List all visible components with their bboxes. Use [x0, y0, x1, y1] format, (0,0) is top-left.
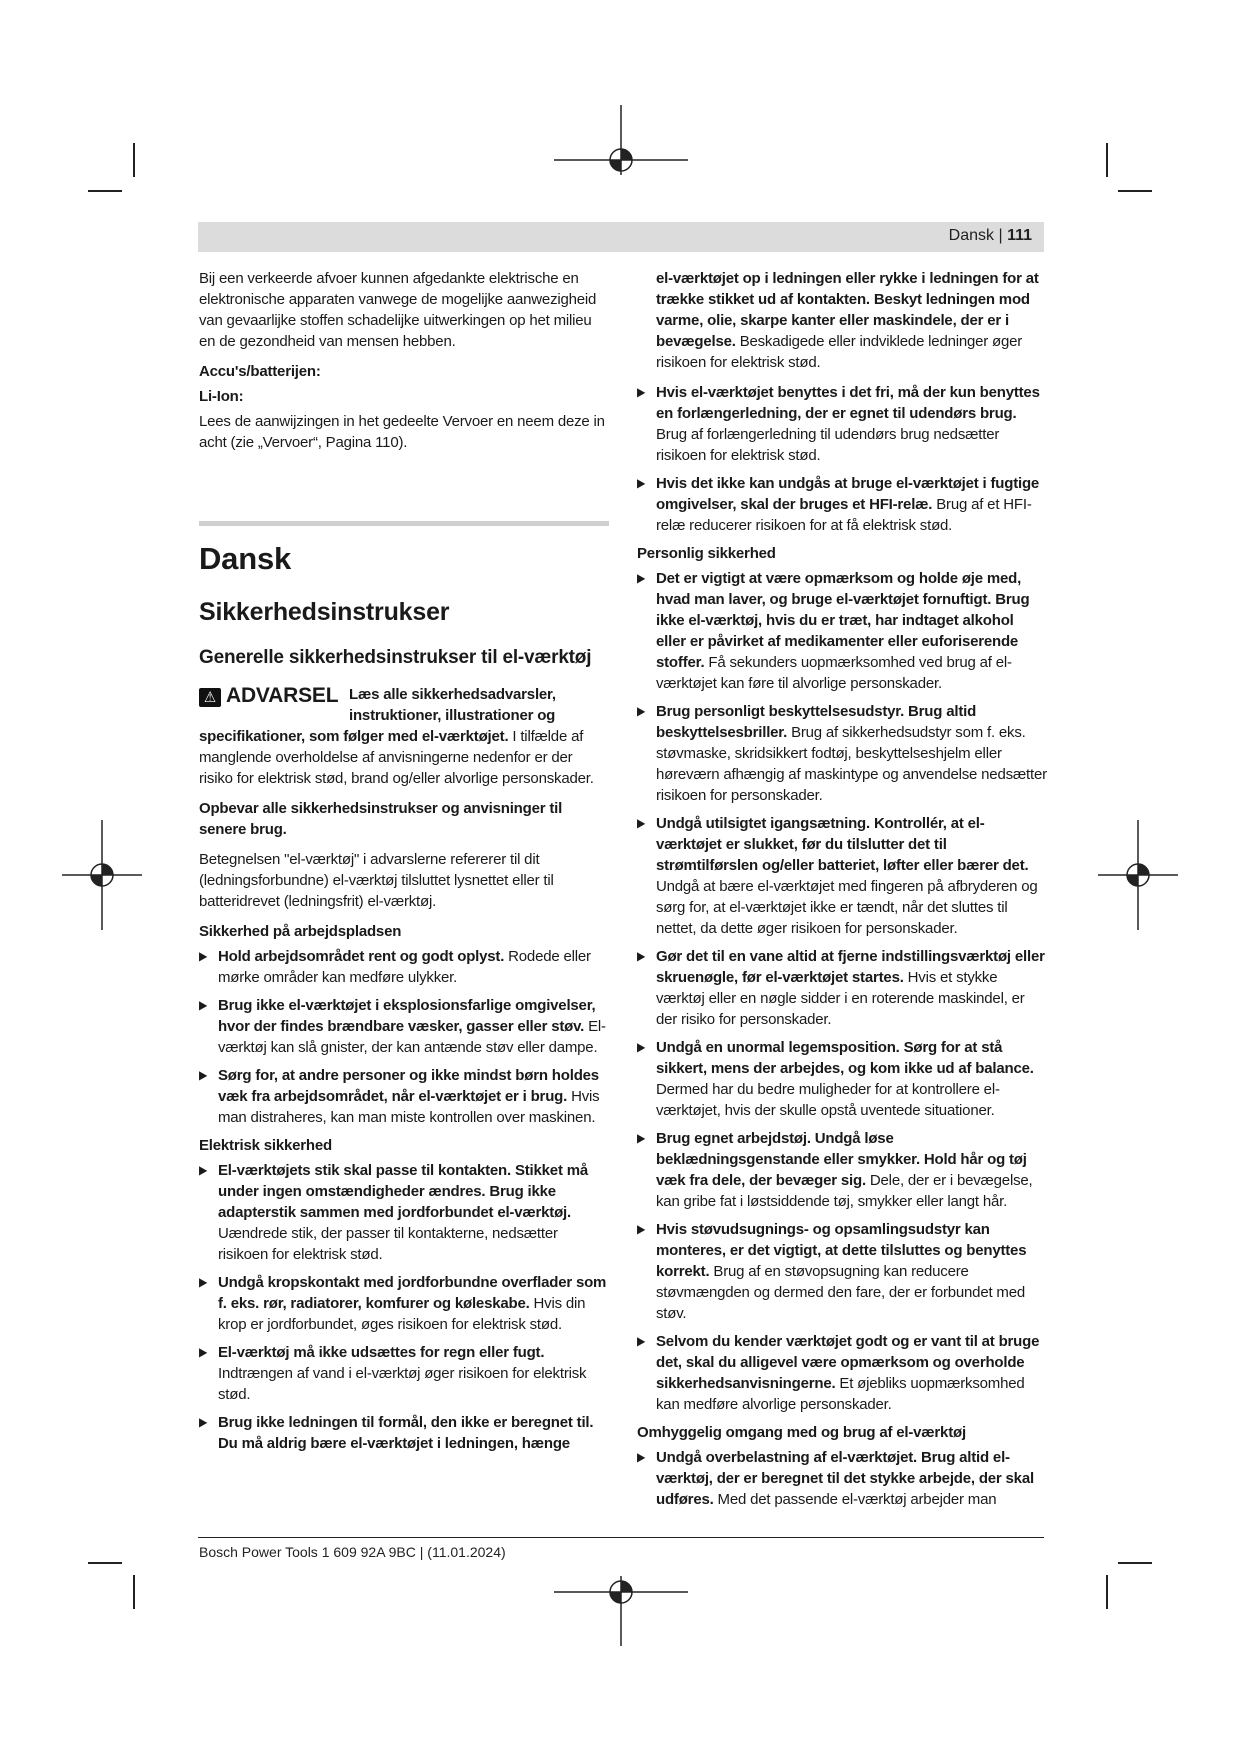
personal-safety-list	[637, 568, 1047, 1415]
list-item: ▶ Hold arbejdsområdet rent og godt oplyst. Rodede eller mørke områder kan medføre ulykker.	[199, 948, 591, 986]
bullet-arrow-icon: ▶	[199, 998, 208, 1012]
bullet-arrow-icon: ▶	[637, 949, 646, 963]
bullet-arrow-icon: ▶	[637, 1131, 646, 1145]
section-divider	[199, 521, 609, 526]
crop-mark	[1118, 1562, 1152, 1564]
bullet-arrow-icon: ▶	[199, 1068, 208, 1082]
list-item: ▶ Brug egnet arbejdstøj. Undgå løse beklædningsgenstande eller smykker. Hold hår og tøj væk fra dele, der bevæger sig. Dele, der er i bevægelse, kan gribe fat i løstsiddende tøj, smykker eller langt hår.	[637, 1130, 1033, 1210]
list-item: ▶ Undgå utilsigtet igangsætning. Kontrollér, at el-værktøjet er slukket, før du tilslutter det til strømtilførslen og/eller batteriet, løfter eller bærer det. Undgå at bære el-værktøjet med fingeren på afbryderen og sørg for, at el-værktøjet ikke er tændt, når det sluttes til nettet, da dette øger risikoen for personskader.	[637, 815, 1038, 937]
section-title: Sikkerhedsinstrukser	[199, 598, 450, 626]
header-language: Dansk	[948, 227, 995, 244]
subsection-title: Generelle sikkerhedsinstrukser til el-værktøj	[199, 647, 592, 668]
bullet-arrow-icon: ▶	[199, 949, 208, 963]
list-item: ▶ Brug ikke el-værktøjet i eksplosionsfarlige omgivelser, hvor der findes brændbare væsker, gasser eller støv. El-værktøj kan slå gnister, der kan antænde støv eller dampe.	[199, 997, 606, 1056]
list-item: ▶ Hvis el-værktøjet benyttes i det fri, må der kun benyttes en forlængerledning, der er egnet til udendørs brug. Brug af forlængerledning til udendørs brug nedsætter risikoen for elektrisk stød.	[637, 384, 1040, 464]
liion-heading: Li-Ion:	[199, 388, 244, 405]
warning-text: I tilfælde af manglende overholdelse af anvisningerne nedenfor er der risiko for elektrisk stød, brand og/eller alvorlige personskader.	[199, 728, 594, 787]
list-item: ▶ Undgå en unormal legemsposition. Sørg for at stå sikkert, mens der arbejdes, og kom ikke ud af balance. Dermed har du bedre muligheder for at kontrollere el-værktøjet, hvis der skulle opstå uventede situationer.	[637, 1039, 1034, 1119]
electrical-list	[199, 1160, 609, 1454]
tool-care-heading: Omhyggelig omgang med og brug af el-værktøj	[637, 1424, 966, 1441]
work-area-list	[199, 946, 609, 1128]
bullet-arrow-icon: ▶	[637, 385, 646, 399]
crop-mark	[1106, 143, 1108, 177]
bullet-arrow-icon: ▶	[637, 1222, 646, 1236]
list-item: ▶ Undgå kropskontakt med jordforbundne overflader som f. eks. rør, radiatorer, komfurer og køleskabe. Hvis din krop er jordforbundet, øges risikoen for elektrisk stød.	[199, 1274, 607, 1333]
crop-mark	[133, 143, 135, 177]
header-label: Dansk | 111	[948, 227, 1032, 244]
keep-instructions: Opbevar alle sikkerhedsinstrukser og anvisninger til senere brug.	[199, 800, 563, 838]
electrical-list-cont	[637, 382, 1047, 536]
left-column	[199, 268, 609, 1461]
bullet-arrow-icon: ▶	[637, 476, 646, 490]
electrical-heading: Elektrisk sikkerhed	[199, 1137, 332, 1154]
crop-mark	[133, 1575, 135, 1609]
list-item: ▶ Gør det til en vane altid at fjerne indstillingsværktøj eller skruenøgle, før el-værktøjet startes. Hvis et stykke værktøj eller en nøgle sidder i en roterende maskindel, er der risiko for personskader.	[637, 948, 1045, 1028]
warning-block	[199, 684, 609, 789]
warning-label	[199, 685, 349, 725]
list-item: ▶ El-værktøj må ikke udsættes for regn eller fugt. Indtrængen af vand i el-værktøj øger risikoen for elektrisk stød.	[199, 1344, 587, 1403]
accu-heading: Accu's/batterijen:	[199, 363, 321, 380]
language-title: Dansk	[199, 541, 292, 576]
crop-mark	[88, 190, 122, 192]
bullet-arrow-icon: ▶	[199, 1345, 208, 1359]
warning-icon: ⚠	[199, 688, 221, 707]
list-item: ▶ Undgå overbelastning af el-værktøjet. Brug altid el-værktøj, der er beregnet til det stykke arbejde, der skal udføres. Med det passende el-værktøj arbejder man	[637, 1449, 1034, 1508]
list-item: ▶ Selvom du kender værktøjet godt og er vant til at bruge det, skal du alligevel være opmærksom og overholde sikkerhedsanvisningerne. Et øjebliks uopmærksomhed kan medføre alvorlige personskader.	[637, 1333, 1040, 1413]
list-item: ▶ El-værktøjets stik skal passe til kontakten. Stikket må under ingen omstændigheder ændres. Brug ikke adapterstik sammen med jordforbundet el-værktøj. Uændrede stik, der passer til kontakterne, nedsætter risikoen for elektrisk stød.	[199, 1162, 588, 1263]
disposal-paragraph: Bij een verkeerde afvoer kunnen afgedankte elektrische en elektronische apparaten vanwege de mogelijke aanwezigheid van gevaarlijke stoffen schadelijke uitwerkingen op het milieu en de gezondheid van mensen hebben.	[199, 270, 597, 350]
registration-mark-left	[62, 820, 142, 930]
bullet-arrow-icon: ▶	[637, 816, 646, 830]
page-number: 111	[1007, 227, 1032, 244]
list-item: ▶ Det er vigtigt at være opmærksom og holde øje med, hvad man laver, og bruge el-værktøjet fornuftigt. Brug ikke el-værktøj, hvis du er træt, har indtaget alkohol eller er påvirket af medikamenter eller euforiserende stoffer. Få sekunders uopmærksomhed ved brug af el-værktøjet kan føre til alvorlige personskader.	[637, 570, 1030, 692]
page-header	[198, 222, 1044, 252]
right-column	[637, 268, 1047, 1517]
bullet-arrow-icon: ▶	[199, 1163, 208, 1177]
bullet-arrow-icon: ▶	[637, 704, 646, 718]
crop-mark	[88, 1562, 122, 1564]
footer-text: Bosch Power Tools 1 609 92A 9BC | (11.01.2024)	[199, 1544, 506, 1560]
bullet-arrow-icon: ▶	[637, 1450, 646, 1464]
registration-mark-bottom	[554, 1576, 688, 1646]
bullet-arrow-icon: ▶	[637, 1040, 646, 1054]
tool-care-list	[637, 1447, 1047, 1510]
term-paragraph: Betegnelsen "el-værktøj" i advarslerne refererer til dit (ledningsforbundne) el-værktøj tilsluttet lysnettet eller til batteridrevet (ledningsfrit) el-værktøj.	[199, 851, 554, 910]
personal-safety-heading: Personlig sikkerhed	[637, 545, 776, 562]
list-item: ▶ Sørg for, at andre personer og ikke mindst børn holdes væk fra arbejdsområdet, når el-værktøjet er i brug. Hvis man distraheres, kan man miste kontrollen over maskinen.	[199, 1067, 600, 1126]
bullet-arrow-icon: ▶	[199, 1275, 208, 1289]
work-area-heading: Sikkerhed på arbejdspladsen	[199, 923, 402, 940]
footer-rule	[198, 1537, 1044, 1538]
bullet-arrow-icon: ▶	[637, 1334, 646, 1348]
registration-mark-right	[1098, 820, 1178, 930]
warning-word: ADVARSEL	[226, 684, 339, 707]
crop-mark	[1118, 190, 1152, 192]
list-item: ▶ Brug ikke ledningen til formål, den ikke er beregnet til. Du må aldrig bære el-værktøjet i ledningen, hænge	[199, 1414, 594, 1452]
list-item: ▶ Hvis det ikke kan undgås at bruge el-værktøjet i fugtige omgivelser, skal der bruges et HFI-relæ. Brug af et HFI-relæ reducerer risikoen for at få elektrisk stød.	[637, 475, 1040, 534]
crop-mark	[1106, 1575, 1108, 1609]
continued-paragraph: el-værktøjet op i ledningen eller rykke i ledningen for at trække stikket ud af kontakten. Beskyt ledningen mod varme, olie, skarpe kanter eller maskindele, der er i bevægelse. Beskadigede eller indviklede ledninger øger risikoen for elektrisk stød.	[656, 270, 1039, 371]
list-item: ▶ Brug personligt beskyttelsesudstyr. Brug altid beskyttelsesbriller. Brug af sikkerhedsudstyr som f. eks. støvmaske, skridsikkert fodtøj, beskyttelseshjelm eller høreværn afhængig af maskintype og anvendelse nedsætter risikoen for personskader.	[637, 703, 1047, 804]
warning-bold: Læs alle sikkerhedsadvarsler, instruktioner, illustrationer og specifikationer, som følger med el-værktøjet.	[199, 686, 556, 745]
registration-mark-top	[554, 105, 688, 175]
bullet-arrow-icon: ▶	[199, 1415, 208, 1429]
liion-paragraph: Lees de aanwijzingen in het gedeelte Vervoer en neem deze in acht (zie „Vervoer“, Pagina 110).	[199, 413, 605, 451]
bullet-arrow-icon: ▶	[637, 571, 646, 585]
list-item: ▶ Hvis støvudsugnings- og opsamlingsudstyr kan monteres, er det vigtigt, at dette tilsluttes og benyttes korrekt. Brug af en støvopsugning kan reducere støvmængden og dermed den fare, der er forbundet med støv.	[637, 1221, 1027, 1322]
